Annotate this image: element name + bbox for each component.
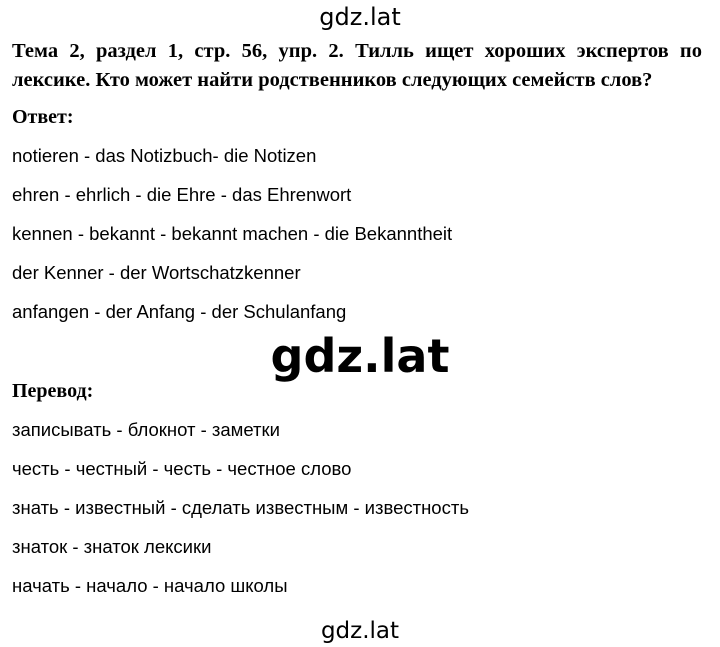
- watermark-top: gdz.lat: [319, 3, 401, 31]
- watermark-center: gdz.lat: [0, 328, 720, 384]
- answer-heading: Ответ:: [12, 106, 74, 128]
- answer-line-1: notieren - das Notizbuch- die Notizen: [12, 145, 317, 166]
- translation-line-1: записывать - блокнот - заметки: [12, 419, 280, 440]
- translation-line-2: честь - честный - честь - честное слово: [12, 458, 352, 479]
- answer-line-2: ehren - ehrlich - die Ehre - das Ehrenwort: [12, 184, 352, 205]
- task-statement: Тема 2, раздел 1, стр. 56, упр. 2. Тилль ищет хороших экспертов по лексике. Кто может найти родственников следующих семейств слов?: [12, 40, 702, 91]
- translation-heading: Перевод:: [12, 380, 94, 402]
- translation-line-5: начать - начало - начало школы: [12, 575, 288, 596]
- translation-line-3: знать - известный - сделать известным - известность: [12, 497, 469, 518]
- watermark-bottom: gdz.lat: [320, 618, 400, 644]
- answer-line-3: kennen - bekannt - bekannt machen - die Bekanntheit: [12, 223, 453, 244]
- translation-line-4: знаток - знаток лексики: [12, 536, 212, 557]
- answer-line-5: anfangen - der Anfang - der Schulanfang: [12, 301, 347, 322]
- answer-line-4: der Kenner - der Wortschatzkenner: [12, 262, 301, 283]
